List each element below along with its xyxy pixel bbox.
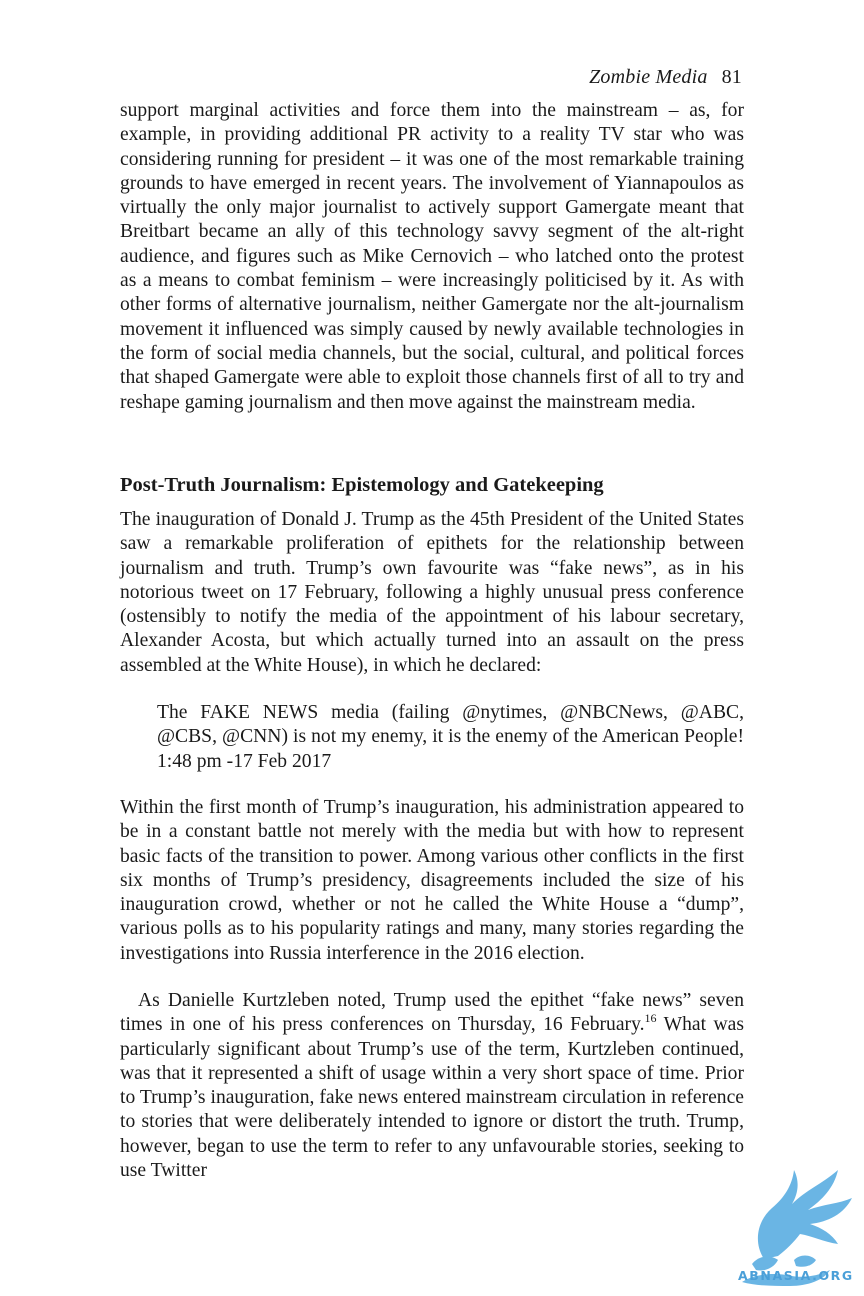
paragraph-continuation: support marginal activities and force them into the mainstream – as, for example, in providing additional PR activity to a reality TV star who was considering running for president – it was one of the most remarkable training grounds to have emerged in recent years. The involvement of Yiannapoulos as virtually the only major journalist to actively support Gamergate meant that Breitbart became an ally of this technology savvy segment of the alt-right audience, and figures such as Mike Cernovich – who latched onto the protest as a means to combat feminism – were increasingly politicised by it. As with other forms of alternative journalism, neither Gamergate nor the alt-journalism movement it influenced was simply caused by newly available technologies in the form of social media channels, but the social, cultural, and political forces that shaped Gamergate were able to exploit those channels first of all to try and reshape gaming journalism and then move against the mainstream media. bbox=[120, 100, 744, 413]
footnote-reference[interactable]: 16 bbox=[644, 1011, 657, 1026]
paragraph-kurtzleben-start: As Danielle Kurtzleben noted, Trump used the epithet “fake news” seven times in one of his press conferences on Thursday, 16 February. bbox=[120, 990, 744, 1036]
section-heading: Post-Truth Journalism: Epistemology and Gatekeeping bbox=[120, 474, 604, 496]
running-head-title: Zombie Media bbox=[589, 66, 708, 88]
page-number: 81 bbox=[721, 66, 742, 88]
paragraph-inauguration: The inauguration of Donald J. Trump as the 45th President of the United States saw a remarkable proliferation of epithets for the relationship between journalism and truth. Trump’s own favourite was “fake news”, as in his notorious tweet on 17 February, following a highly unusual press conference (ostensibly to notify the media of the appointment of his labour secretary, Alexander Acosta, but which actually turned into an assault on the press assembled at the White House), in which he declared: bbox=[120, 509, 744, 676]
running-head bbox=[589, 64, 742, 90]
paragraph-kurtzleben bbox=[120, 989, 744, 1183]
paragraph-kurtzleben-rest: What was particularly significant about Trump’s use of the term, Kurtzleben continued, was that it represented a shift of usage within a very short space of time. Prior to Trump’s inauguration, fake news entered mainstream circulation in reference to stories that were deliberately intended to ignore or distort the truth. Trump, however, began to use the term to refer to any unfavourable stories, seeking to use Twitter bbox=[120, 1014, 744, 1182]
watermark-text: ABNASIA.ORG bbox=[738, 1268, 854, 1283]
block-quote-tweet: The FAKE NEWS media (failing @nytimes, @NBCNews, @ABC, @CBS, @CNN) is not my enemy, it is the enemy of the American People! 1:48 pm -17 Feb 2017 bbox=[157, 702, 744, 772]
paragraph-first-month: Within the first month of Trump’s inauguration, his administration appeared to be in a constant battle not merely with the media but with how to represent basic facts of the transition to power. Among various other conflicts in the first six months of Trump’s presidency, disagreements included the size of his inauguration crowd, whether or not he called the White House a “dump”, various polls as to his popularity ratings and many, many stories regarding the investigations into Russia interference in the 2016 election. bbox=[120, 797, 744, 964]
